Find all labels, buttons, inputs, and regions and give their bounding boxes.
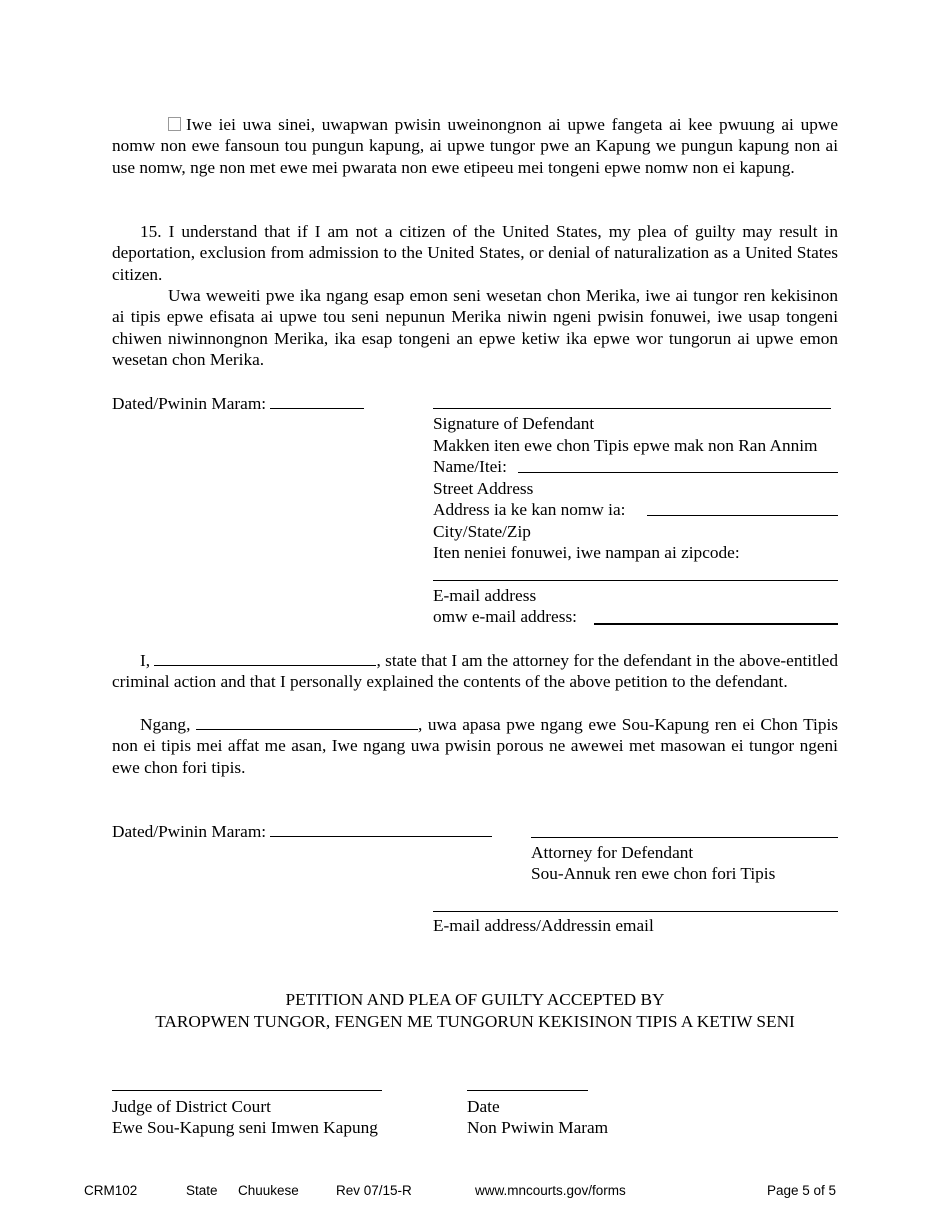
footer-revision: Rev 07/15-R bbox=[336, 1183, 412, 1198]
defendant-email-label-chk: omw e-mail address: bbox=[433, 607, 577, 626]
attorney-statement-suffix: , state that I am the attorney for the defendant in the above-entitled criminal action and that I personally explained the contents of the above petition to the defendant. bbox=[112, 651, 838, 692]
judge-signature-line[interactable] bbox=[112, 1090, 382, 1091]
checkbox-glyph bbox=[168, 117, 181, 131]
defendant-name-row bbox=[433, 456, 507, 477]
judge-label-chk: Ewe Sou-Kapung seni Imwen Kapung bbox=[112, 1118, 378, 1137]
attorney-dated-row bbox=[112, 821, 492, 842]
attorney-statement-chk-prefix: Ngang, bbox=[140, 715, 191, 734]
defendant-city-field[interactable] bbox=[433, 580, 838, 581]
attorney-email-field[interactable] bbox=[433, 911, 838, 912]
attorney-name-field-chk[interactable] bbox=[196, 715, 418, 730]
defendant-signature-label-chk: Makken iten ewe chon Tipis epwe mak non Ran Annim bbox=[433, 436, 818, 455]
defendant-dated-row bbox=[112, 393, 364, 414]
section14-chuukese-paragraph bbox=[112, 114, 838, 178]
footer-state: State bbox=[186, 1183, 218, 1198]
judge-date-line[interactable] bbox=[467, 1090, 588, 1091]
footer-form-id: CRM102 bbox=[84, 1183, 138, 1198]
defendant-dated-field[interactable] bbox=[270, 394, 364, 409]
defendant-street-label: Street Address bbox=[433, 479, 534, 498]
judge-date-label-chk: Non Pwiwin Maram bbox=[467, 1118, 609, 1137]
defendant-signature-label: Signature of Defendant bbox=[433, 414, 595, 433]
attorney-name-field[interactable] bbox=[154, 651, 376, 666]
defendant-dated-label: Dated/Pwinin Maram: bbox=[112, 394, 267, 413]
section14-chuukese-text: Iwe iei uwa sinei, uwapwan pwisin uweinongnon ai upwe fangeta ai kee pwuung ai upwe nomw non ewe fansoun tou pungun kapung, ai upwe tungor pwe an Kapung we pungun kapung non ai use nomw, nge non met ewe mei pwarata non ewe etipeeu mei tongeni epwe nomw non ei kapung. bbox=[112, 115, 838, 177]
defendant-email-field[interactable] bbox=[594, 623, 838, 625]
attorney-dated-label: Dated/Pwinin Maram: bbox=[112, 822, 267, 841]
attorney-signature-line[interactable] bbox=[531, 837, 838, 838]
judge-date-label: Date bbox=[467, 1097, 500, 1116]
defendant-city-label: City/State/Zip bbox=[433, 522, 531, 541]
section15-chuukese: Uwa weweiti pwe ika ngang esap emon seni wesetan chon Merika, iwe ai tungor ren kekisinon ai tipis epwe efisata ai upwe tou seni nepunun Merika niwin ngeni pwisin fonuwei, iwe usap tongeni chiwen niwinnongnon Merika, ika esap tongeni an epwe ketiw ika epwe wor tungorun ai upwe emon wesetan chon Merika. bbox=[112, 286, 838, 369]
defendant-street-label-chk: Address ia ke kan nomw ia: bbox=[433, 500, 626, 519]
attorney-statement-chk-suffix: , uwa apasa pwe ngang ewe Sou-Kapung ren ei Chon Tipis non ei tipis mei affat me asan, Iwe ngang uwa pwisin porous ne awewei met masowan ei tungor ngeni ewe chon fori tipis. bbox=[112, 715, 838, 777]
defendant-email-label: E-mail address bbox=[433, 586, 537, 605]
attorney-statement-english bbox=[112, 650, 838, 693]
attorney-label: Attorney for Defendant bbox=[531, 843, 694, 862]
attorney-label-chk: Sou-Annuk ren ewe chon fori Tipis bbox=[531, 864, 776, 883]
judge-label: Judge of District Court bbox=[112, 1097, 271, 1116]
attorney-statement-prefix: I, bbox=[140, 651, 151, 670]
section15-english: 15. I understand that if I am not a citizen of the United States, my plea of guilty may result in deportation, exclusion from admission to the United States, or denial of naturalization as a United States citizen. bbox=[112, 222, 838, 284]
defendant-street-field[interactable] bbox=[647, 515, 838, 516]
footer-url[interactable]: www.mncourts.gov/forms bbox=[475, 1183, 626, 1198]
attorney-dated-field[interactable] bbox=[270, 822, 492, 837]
defendant-name-field[interactable] bbox=[518, 472, 838, 473]
acceptance-title-chuukese: TAROPWEN TUNGOR, FENGEN ME TUNGORUN KEKISINON TIPIS A KETIW SENI bbox=[155, 1012, 795, 1031]
attorney-email-label: E-mail address/Addressin email bbox=[433, 916, 654, 935]
acceptance-title-english: PETITION AND PLEA OF GUILTY ACCEPTED BY bbox=[285, 990, 665, 1009]
defendant-signature-line[interactable] bbox=[433, 408, 831, 409]
defendant-name-label: Name/Itei: bbox=[433, 457, 507, 476]
attorney-statement-chuukese bbox=[112, 714, 838, 778]
footer-page-number: Page 5 of 5 bbox=[767, 1183, 837, 1198]
footer-language: Chuukese bbox=[238, 1183, 299, 1198]
defendant-city-label-chk: Iten neniei fonuwei, iwe nampan ai zipcode: bbox=[433, 543, 740, 562]
